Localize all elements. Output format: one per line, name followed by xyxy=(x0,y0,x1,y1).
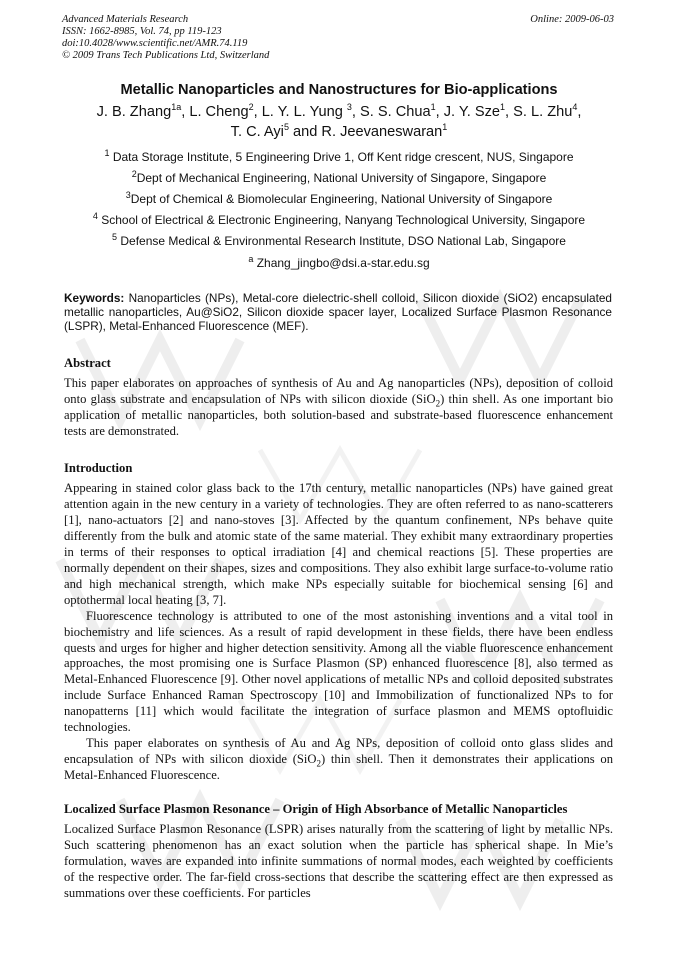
journal-header xyxy=(62,14,269,62)
journal-issn: ISSN: 1662-8985, Vol. 74, pp 119-123 xyxy=(62,26,222,37)
author-name: L. Cheng xyxy=(189,104,249,120)
introduction-body xyxy=(64,481,613,784)
affiliation-3 xyxy=(40,192,638,206)
author-affiliation-mark: 1 xyxy=(442,122,448,133)
affiliation-text: School of Electrical & Electronic Engineering, Nanyang Technological University, Singapore xyxy=(97,213,586,227)
introduction-heading: Introduction xyxy=(64,461,133,475)
author-affiliation-mark: 1a xyxy=(171,102,182,113)
affiliation-5 xyxy=(40,234,638,248)
journal-doi: doi:10.4028/www.scientific.net/AMR.74.119 xyxy=(62,38,248,49)
author-name: S. S. Chua xyxy=(360,104,431,120)
author-separator: , xyxy=(505,104,514,120)
affiliation-1 xyxy=(40,150,638,164)
author-name: R. Jeevaneswaran xyxy=(321,124,443,140)
author-affiliation-mark: 2 xyxy=(248,102,254,113)
author-name: T. C. Ayi xyxy=(230,124,284,140)
paper-title: Metallic Nanoparticles and Nanostructures for Bio-applications xyxy=(120,82,558,98)
author-line-1 xyxy=(40,102,638,122)
copyright-notice: © 2009 Trans Tech Publications Ltd, Switzerland xyxy=(62,50,270,61)
introduction-text: This paper elaborates on synthesis of Au and Ag NPs, deposition of colloid onto glass slides and encapsulation of NPs with silicon dioxide (SiO xyxy=(64,736,613,767)
abstract-text: ) thin shell. As one important bio application of metallic nanoparticles, both solution-based and substrate-based fluorescence enhancement tests are demonstrated. xyxy=(64,391,614,438)
introduction-paragraph-3 xyxy=(64,736,613,784)
affiliation-text: Zhang_jingbo@dsi.a-star.edu.sg xyxy=(253,256,430,270)
keywords-label: Keywords: xyxy=(64,291,125,305)
lspr-heading: Localized Surface Plasmon Resonance – Origin of High Absorbance of Metallic Nanoparticles xyxy=(64,802,568,816)
affiliation-text: Defense Medical & Environmental Research Institute, DSO National Lab, Singapore xyxy=(117,234,566,248)
author-separator: , xyxy=(577,104,582,120)
affiliation-text: Dept of Mechanical Engineering, National University of Singapore, Singapore xyxy=(136,171,547,185)
introduction-paragraph-2: Fluorescence technology is attributed to one of the most astonishing inventions and a vital tool in biochemistry and life sciences. As a result of rapid development in these fields, there have been endless quests and urges for higher and higher detection sensitivity. Among all the viable fluorescence enhancement approaches, the most promising one is Surface Plasmon (SP) enhanced fluorescence [8], also termed as Metal-Enhanced Fluorescence [9]. Other novel applications of metallic NPs and colloid deposited substrates include Surface Enhanced Raman Spectroscopy [10] and Immobilization of functionalized NPs to for nanopatterns [11] which would facilitate the integration of surface plasmon and MEMS optofluidic technologies. xyxy=(64,608,613,735)
affiliation-mark: 1 xyxy=(104,148,110,158)
affiliation-4 xyxy=(40,213,638,227)
corresponding-email xyxy=(40,256,638,270)
author-list xyxy=(40,102,638,142)
affiliation-mark: 3 xyxy=(125,190,131,200)
author-name: S. L. Zhu xyxy=(513,104,573,120)
abstract-paragraph xyxy=(64,376,613,440)
author-affiliation-mark: 1 xyxy=(500,102,506,113)
affiliation-mark: 4 xyxy=(92,211,98,221)
abstract-text: This paper elaborates on approaches of synthesis of Au and Ag nanoparticles (NPs), deposition of colloid onto glass substrate and encapsulation of NPs with silicon dioxide (SiO xyxy=(64,376,613,406)
author-affiliation-mark: 3 xyxy=(346,102,352,113)
lspr-paragraph-1: Localized Surface Plasmon Resonance (LSPR) arises naturally from the scattering of light by metallic NPs. Such scattering phenomenon has an exact solution when the particle has spherical shape. In Mie’s formulation, waves are expanded into infinite summations of normal modes, each weighted by coefficients of the respective order. The far-field cross-sections that describe the scattering effect are then expressed as summations over these coefficients. For particles xyxy=(64,822,613,900)
author-separator: , xyxy=(435,104,444,120)
keywords-block xyxy=(64,291,612,334)
affiliation-2 xyxy=(40,171,638,185)
author-separator: , xyxy=(253,104,262,120)
online-date: Online: 2009-06-03 xyxy=(530,14,614,25)
subscript: 2 xyxy=(435,398,441,409)
affiliation-text: Data Storage Institute, 5 Engineering Drive 1, Off Kent ridge crescent, NUS, Singapore xyxy=(109,150,574,164)
author-line-2 xyxy=(40,122,638,142)
abstract-body xyxy=(64,376,613,440)
abstract-heading: Abstract xyxy=(64,356,111,370)
author-name: J. Y. Sze xyxy=(443,104,500,120)
introduction-paragraph-1: Appearing in stained color glass back to the 17th century, metallic nanoparticles (NPs) have gained great attention again in the new century in a variety of technologies. They are often referred to as nano-scatterers [1], nano-actuators [2] and nano-stoves [3]. Affected by the quantum confinement, NPs behave quite differently from the bulk and atomic state of the same material. They exhibit many extraordinary properties in terms of their responses to optical irradiation [4] and chemical reactions [5]. These properties are normally dependent on their shapes, sizes and compositions. They also exhibit large surface-to-volume ratio and high mechanical strength, which make NPs especially suitable for biochemical sensing [6] and optothermal local heating [3, 7]. xyxy=(64,481,613,607)
author-affiliation-mark: 5 xyxy=(283,122,289,133)
journal-name: Advanced Materials Research xyxy=(62,14,189,25)
author-separator: , xyxy=(351,104,361,120)
author-separator: and xyxy=(288,124,322,140)
affiliation-mark: 5 xyxy=(112,232,118,242)
author-name: J. B. Zhang xyxy=(96,104,172,120)
affiliation-mark: 2 xyxy=(131,169,137,179)
keywords-text: Nanoparticles (NPs), Metal-core dielectric-shell colloid, Silicon dioxide (SiO2) encapsulated metallic nanoparticles, Au@SiO2, Silicon dioxide spacer layer, Localized Surface Plasmon Resonance (LSPR), Metal-Enhanced Fluorescence (MEF). xyxy=(64,291,612,334)
author-name: L. Y. L. Yung xyxy=(261,104,347,120)
author-affiliation-mark: 1 xyxy=(430,102,436,113)
author-separator: , xyxy=(181,104,190,120)
lspr-body xyxy=(64,822,613,902)
subscript: 2 xyxy=(316,758,322,769)
affiliation-mark: a xyxy=(248,254,254,264)
affiliation-text: Dept of Chemical & Biomolecular Engineering, National University of Singapore xyxy=(130,192,553,206)
author-affiliation-mark: 4 xyxy=(572,102,578,113)
introduction-text: ) thin shell. Then it demonstrates their applications on Metal-Enhanced Fluorescence. xyxy=(64,752,613,783)
